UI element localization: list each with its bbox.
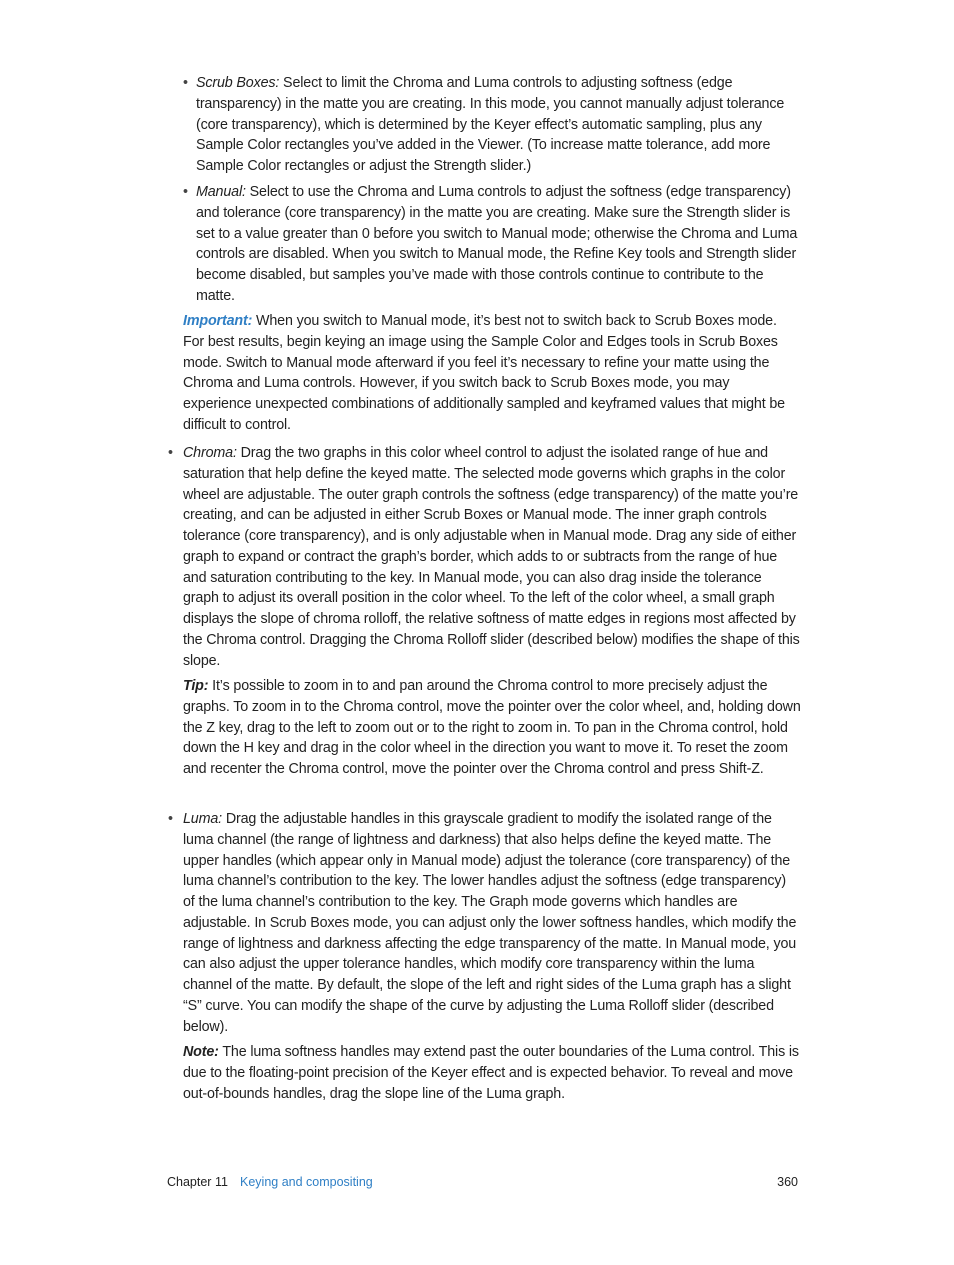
- bullet-marker: •: [183, 75, 189, 91]
- manual-text: Select to use the Chroma and Luma controls to adjust the softness (edge transparency) and tolerance (core transparency) in the matte you are creating. Make sure the Strength slider is set to a value greater than 0 before you switch to Manual mode; otherwise the Chroma and Luma controls are disabled. When you switch to Manual mode, the Refine Key tools and Strength slider become disabled, but samples you’ve made with those controls continue to contribute to the matte.: [196, 184, 798, 304]
- scrub-boxes-term: Scrub Boxes:: [196, 75, 280, 91]
- note-label: Note:: [183, 1044, 219, 1060]
- footer-page-number: 360: [777, 1175, 798, 1189]
- footer-chapter: Chapter 11: [167, 1175, 228, 1189]
- important-note: [183, 311, 801, 436]
- important-label: Important:: [183, 313, 253, 329]
- important-text: When you switch to Manual mode, it’s best not to switch back to Scrub Boxes mode. For best results, begin keying an image using the Sample Color and Edges tools in Scrub Boxes mode. Switch to Manual mode afterward if you feel it’s necessary to refine your matte using the Chroma and Luma controls. However, if you switch back to Scrub Boxes mode, you may experience unexpected combinations of additionally sampled and keyframed values that might be difficult to control.: [183, 313, 785, 433]
- bullet-marker: •: [168, 445, 174, 461]
- scrub-boxes-text: Select to limit the Chroma and Luma controls to adjusting softness (edge transparency) in the matte you are creating. In this mode, you cannot manually adjust tolerance (core transparency), which is determined by the Keyer effect’s automatic sampling, plus any Sample Color rectangles you’ve added in the Viewer. (To increase matte tolerance, add more Sample Color rectangles or adjust the Strength slider.): [196, 75, 785, 174]
- chroma-text: Drag the two graphs in this color wheel control to adjust the isolated range of hue and saturation that help define the keyed matte. The selected mode governs which graphs in the color wheel are adjustable. The outer graph controls the softness (edge transparency) of the matte you’re creating, and can be adjusted in either Scrub Boxes or Manual mode. The inner graph controls tolerance (core transparency), and is only adjustable when in Manual mode. Drag any side of either graph to expand or contract the graph’s border, which adds to or subtracts from the range of hue and saturation contributing to the key. In Manual mode, you can also drag inside the tolerance graph to adjust its overall position in the color wheel. To the left of the color wheel, a small graph displays the slope of chroma rolloff, the relative softness of matte edges in regions most affected by the Chroma control. Dragging the Chroma Rolloff slider (described below) modifies the shape of this slope.: [183, 445, 800, 669]
- chroma-term: Chroma:: [183, 445, 237, 461]
- bullet-marker: •: [183, 184, 189, 200]
- note: [183, 1042, 801, 1104]
- manual-paragraph: [196, 182, 802, 307]
- tip-note: [183, 676, 801, 780]
- chroma-paragraph: [183, 443, 801, 671]
- luma-text: Drag the adjustable handles in this grayscale gradient to modify the isolated range of the luma channel (the range of lightness and darkness) that also helps define the keyed matte. The upper handles (which appear only in Manual mode) adjust the tolerance (core transparency) of the luma channel’s contribution to the key. The lower handles adjust the softness (edge transparency) of the luma channel’s contribution to the key. The Graph mode governs which handles are adjustable. In Scrub Boxes mode, you can adjust only the lower softness handles, which modify the range of lightness and darkness affecting the edge transparency of the matte. In Manual mode, you can also adjust the upper tolerance handles, which modify core transparency within the luma channel of the matte. By default, the slope of the left and right sides of the Luma graph has a slight “S” curve. You can modify the shape of the curve by adjusting the Luma Rolloff slider (described below).: [183, 811, 797, 1035]
- footer-section-link[interactable]: Keying and compositing: [240, 1175, 373, 1189]
- bullet-marker: •: [168, 811, 174, 827]
- tip-label: Tip:: [183, 678, 209, 694]
- luma-paragraph: [183, 809, 801, 1037]
- manual-term: Manual:: [196, 184, 246, 200]
- scrub-boxes-paragraph: [196, 73, 802, 177]
- luma-term: Luma:: [183, 811, 222, 827]
- note-text: The luma softness handles may extend past the outer boundaries of the Luma control. This is due to the floating-point precision of the Keyer effect and is expected behavior. To reveal and move out-of-bounds handles, drag the slope line of the Luma graph.: [183, 1044, 799, 1102]
- tip-text: It’s possible to zoom in to and pan around the Chroma control to more precisely adjust the graphs. To zoom in to the Chroma control, move the pointer over the color wheel, and, holding down the Z key, drag to the left to zoom out or to the right to zoom in. To pan in the Chroma control, hold down the H key and drag in the color wheel in the direction you want to move it. To reset the zoom and recenter the Chroma control, move the pointer over the Chroma control and press Shift-Z.: [183, 678, 801, 777]
